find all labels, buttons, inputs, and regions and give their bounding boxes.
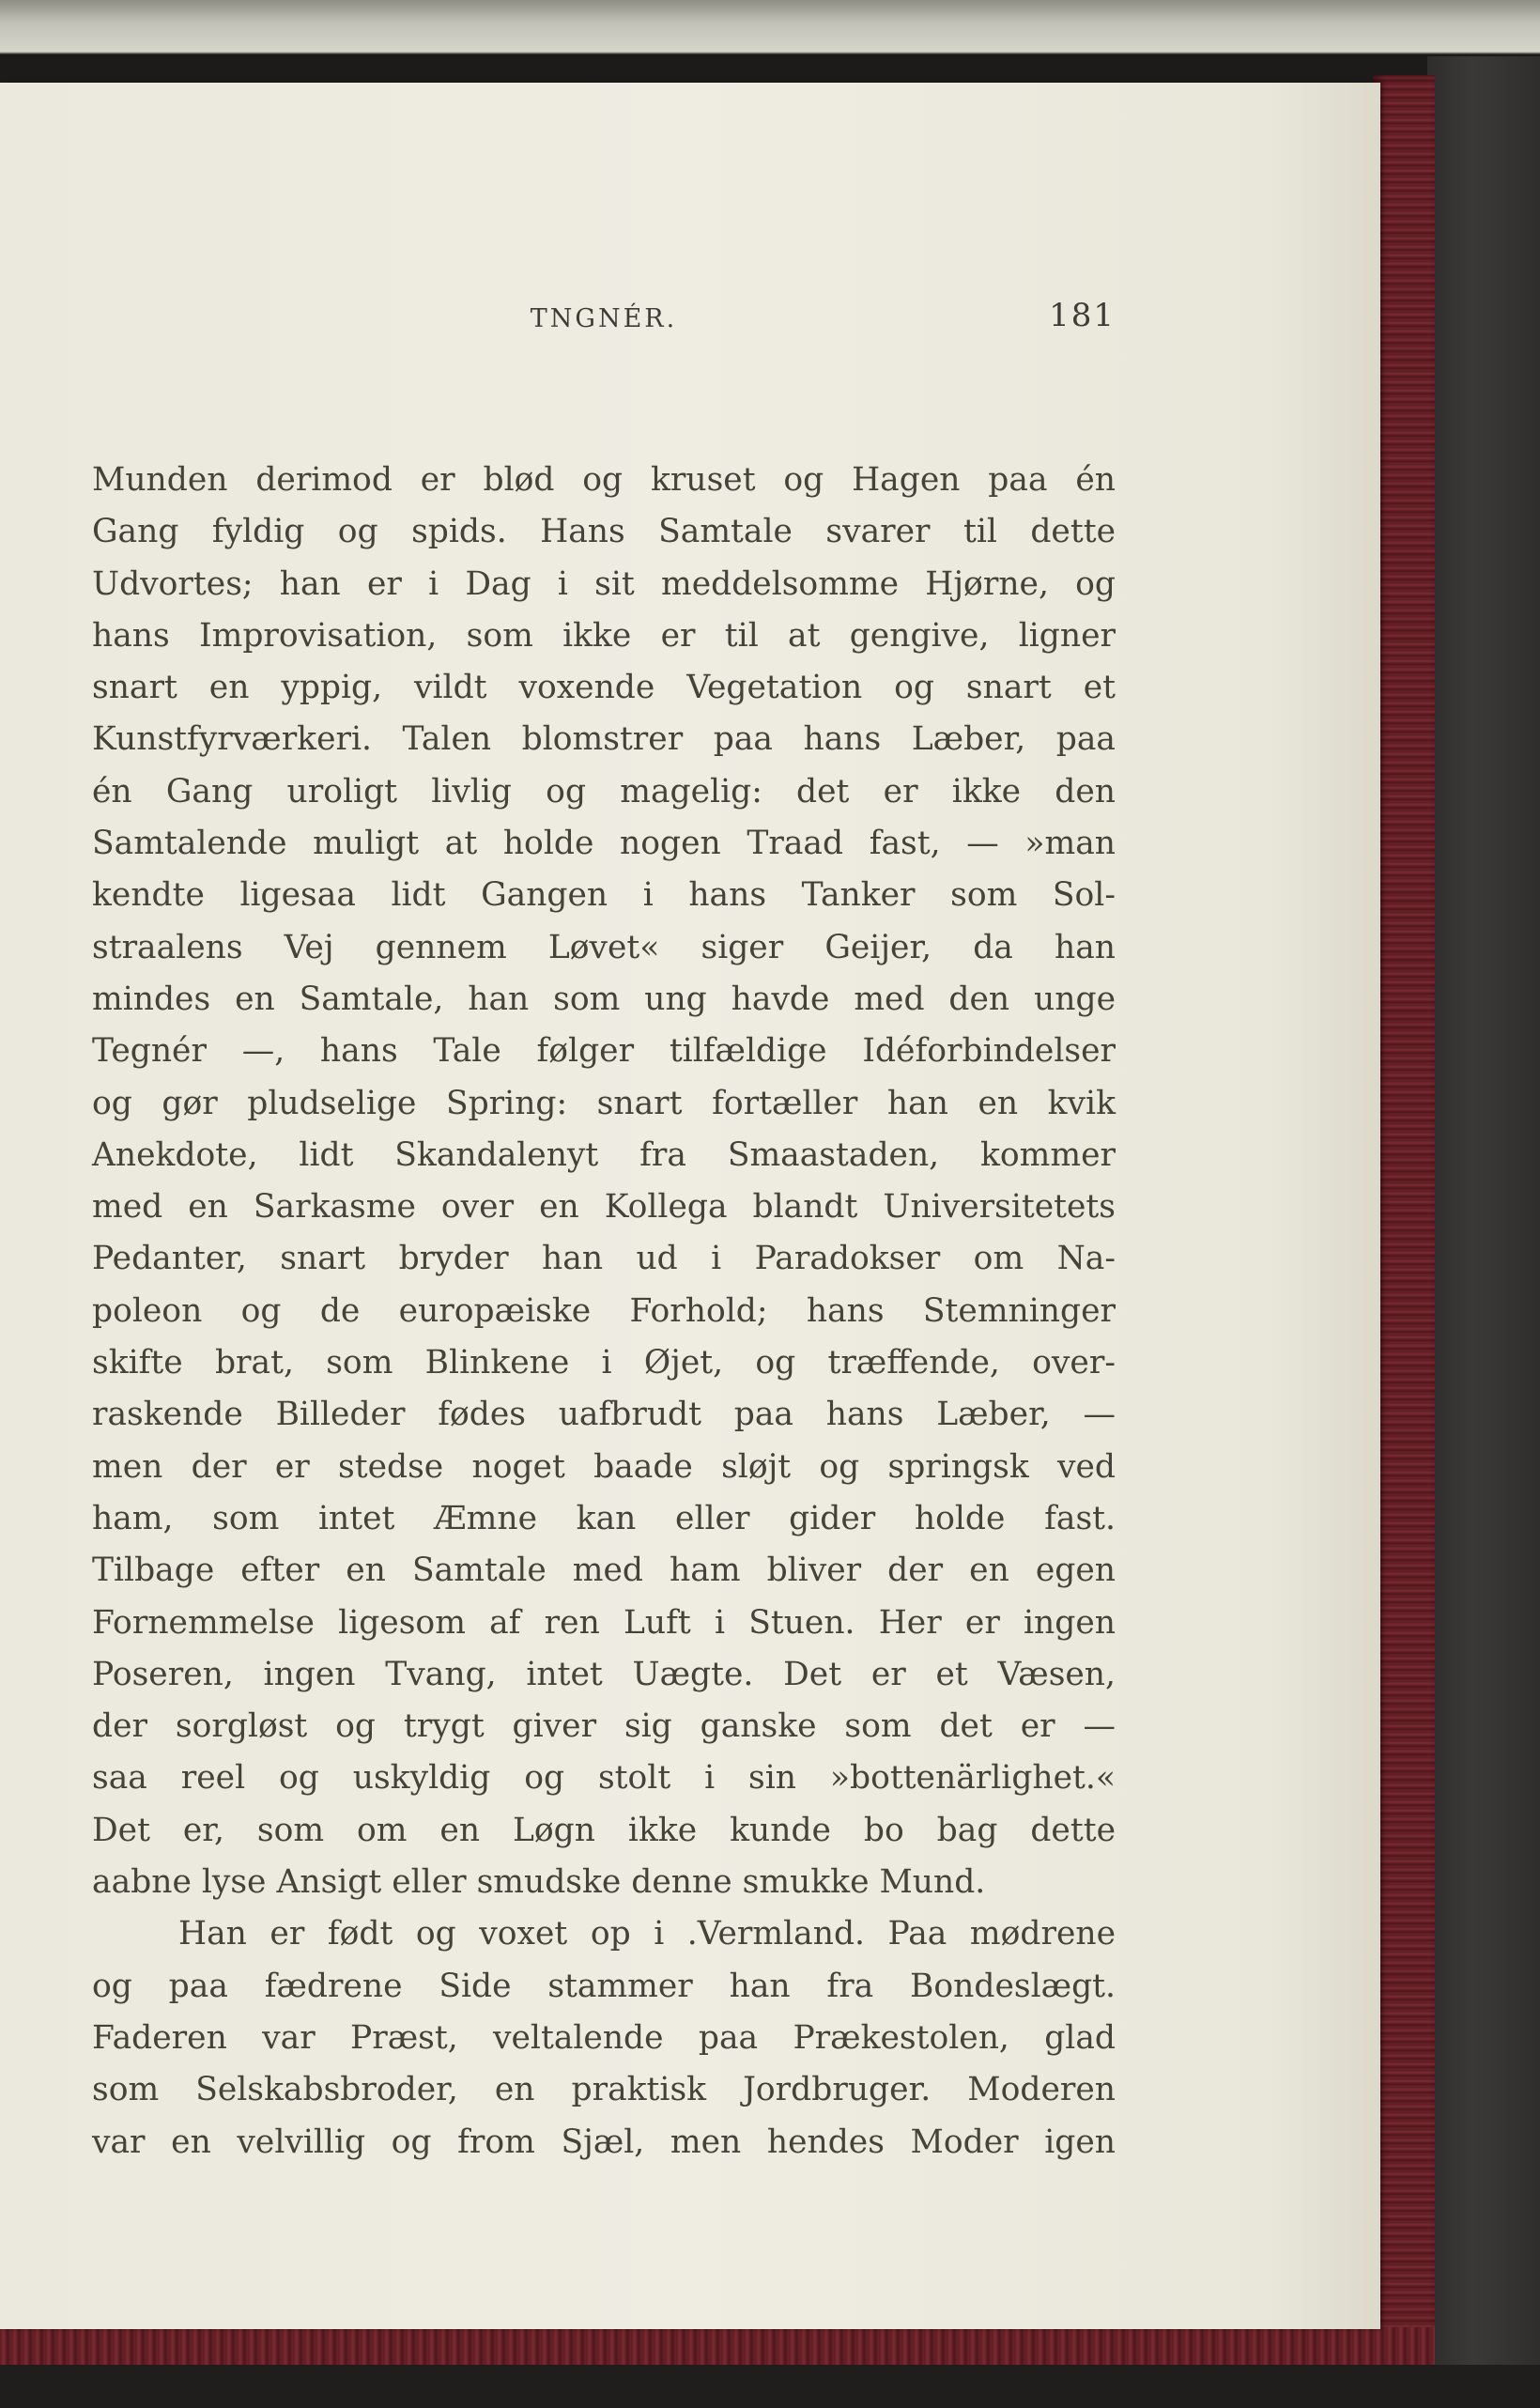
running-title: TNGNÉR. (530, 304, 678, 333)
text-line: kendte ligesaa lidt Gangen i hans Tanker som Sol- (92, 876, 1116, 915)
text-line: mindes en Samtale, han som ung havde med den unge (92, 980, 1116, 1018)
text-line: men der er stedse noget baade sløjt og springsk ved (92, 1447, 1116, 1486)
text-line: hans Improvisation, som ikke er til at gengive, ligner (92, 616, 1116, 655)
book-cover-edge (1373, 75, 1435, 2367)
text-line: der sorgløst og trygt giver sig ganske som det er — (92, 1707, 1116, 1746)
text-line: poleon og de europæiske Forhold; hans Stemninger (92, 1291, 1116, 1330)
book-page (0, 83, 1380, 2329)
text-line: og paa fædrene Side stammer han fra Bondeslægt. (92, 1967, 1116, 2005)
text-line: Samtalende muligt at holde nogen Traad fast, — »man (92, 825, 1116, 863)
text-line: straalens Vej gennem Løvet« siger Geijer, da han (92, 928, 1116, 966)
text-line: skifte brat, som Blinkene i Øjet, og træffende, over- (92, 1344, 1116, 1382)
backdrop (1427, 56, 1540, 2408)
page-number: 181 (1049, 297, 1116, 334)
book-cover-bottom (0, 2327, 1435, 2365)
text-line: Fornemmelse ligesom af ren Luft i Stuen. Her er ingen (92, 1603, 1116, 1642)
text-line: Gang fyldig og spids. Hans Samtale svarer til dette (92, 513, 1116, 551)
text-line: Anekdote, lidt Skandalenyt fra Smaastaden, kommer (92, 1135, 1116, 1174)
text-line: Udvortes; han er i Dag i sit meddelsomme Hjørne, og (92, 564, 1116, 603)
text-line: Kunstfyrværkeri. Talen blomstrer paa hans Læber, paa (92, 720, 1116, 759)
text-line: snart en yppig, vildt voxende Vegetation og snart et (92, 669, 1116, 707)
text-line: Tilbage efter en Samtale med ham bliver der en egen (92, 1551, 1116, 1590)
text-line: var en velvillig og from Sjæl, men hendes Moder igen (92, 2122, 1116, 2161)
text-line: Det er, som om en Løgn ikke kunde bo bag dette (92, 1811, 1116, 1849)
text-line-paragraph-start: Han er født og voxet op i .Vermland. Paa mødrene (178, 1915, 1116, 1953)
text-line: ham, som intet Æmne kan eller gider holde fast. (92, 1499, 1116, 1537)
text-line: og gør pludselige Spring: snart fortæller han en kvik (92, 1084, 1116, 1122)
text-line: saa reel og uskyldig og stolt i sin »bottenärlighet.« (92, 1759, 1116, 1798)
text-line: raskende Billeder fødes uafbrudt paa hans Læber, — (92, 1396, 1116, 1434)
text-line: Faderen var Præst, veltalende paa Prækestolen, glad (92, 2018, 1116, 2057)
text-line: som Selskabsbroder, en praktisk Jordbruger. Moderen (92, 2071, 1116, 2109)
text-line: Munden derimod er blød og kruset og Hagen paa én (92, 461, 1116, 499)
text-line-paragraph-end: aabne lyse Ansigt eller smudske denne smukke Mund. (92, 1863, 986, 1902)
text-line: Tegnér —, hans Tale følger tilfældige Idéforbindelser (92, 1032, 1116, 1071)
bottom-shadow (0, 2365, 1540, 2408)
text-line: Pedanter, snart bryder han ud i Paradokser om Na- (92, 1240, 1116, 1278)
text-line: én Gang uroligt livlig og magelig: det er ikke den (92, 772, 1116, 810)
text-line: med en Sarkasme over en Kollega blandt Universitetets (92, 1188, 1116, 1227)
running-head (92, 295, 1116, 342)
body-text (92, 455, 1116, 2169)
text-line: Poseren, ingen Tvang, intet Uægte. Det er et Væsen, (92, 1655, 1116, 1693)
